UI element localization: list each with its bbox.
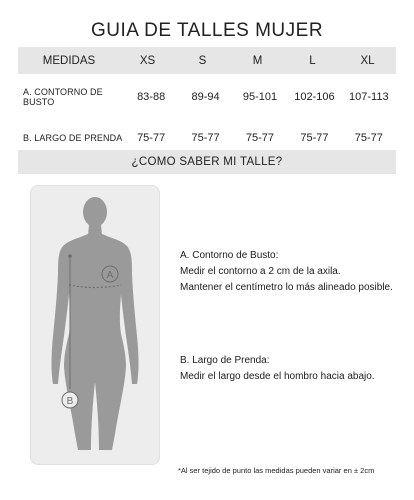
instruction-a [180,248,393,296]
instruction-b-title: B. Largo de Prenda: [180,355,270,366]
instruction-b [180,353,375,385]
instruction-a-line1: Medir el contorno a 2 cm de la axila. [180,266,341,277]
instruction-a-title: A. Contorno de Busto: [180,250,279,261]
header-m: M [252,54,263,67]
table-cell: 75-77 [191,131,220,144]
header-s: S [198,54,207,67]
table-cell: 83-88 [137,90,166,103]
page-title: GUIA DE TALLES MUJER [90,20,324,41]
header-xl: XL [360,54,375,67]
body-figure-panel [30,185,160,465]
table-cell: 89-94 [191,90,220,103]
table-cell: 75-77 [137,131,166,144]
table-row-busto [18,78,396,115]
instruction-b-line1: Medir el largo desde el hombro hacia abajo. [180,371,375,382]
instruction-a-line2: Mantener el centímetro lo más alineado posible. [180,282,393,293]
header-l: L [309,54,316,67]
row-label-busto: A. CONTORNO DE BUSTO [23,86,103,107]
footnote: *Al ser tejido de punto las medidas pueden variar en ± 2cm [178,466,375,475]
marker-a-label: A [106,270,114,281]
body-silhouette-icon [31,186,159,464]
table-header-row [18,47,396,74]
table-cell: 95-101 [242,90,278,103]
table-cell: 75-77 [245,131,275,144]
table-cell: 102-106 [294,90,335,103]
size-table [18,47,396,156]
table-cell: 75-77 [300,131,329,144]
table-cell: 75-77 [354,131,383,144]
header-xs: XS [139,54,156,67]
row-label-largo: B. LARGO DE PRENDA [23,132,123,143]
table-cell: 107-113 [349,90,389,103]
header-medidas: MEDIDAS [42,54,96,67]
marker-b-label: B [66,396,74,407]
section-banner: ¿COMO SABER MI TALLE? [18,150,396,174]
